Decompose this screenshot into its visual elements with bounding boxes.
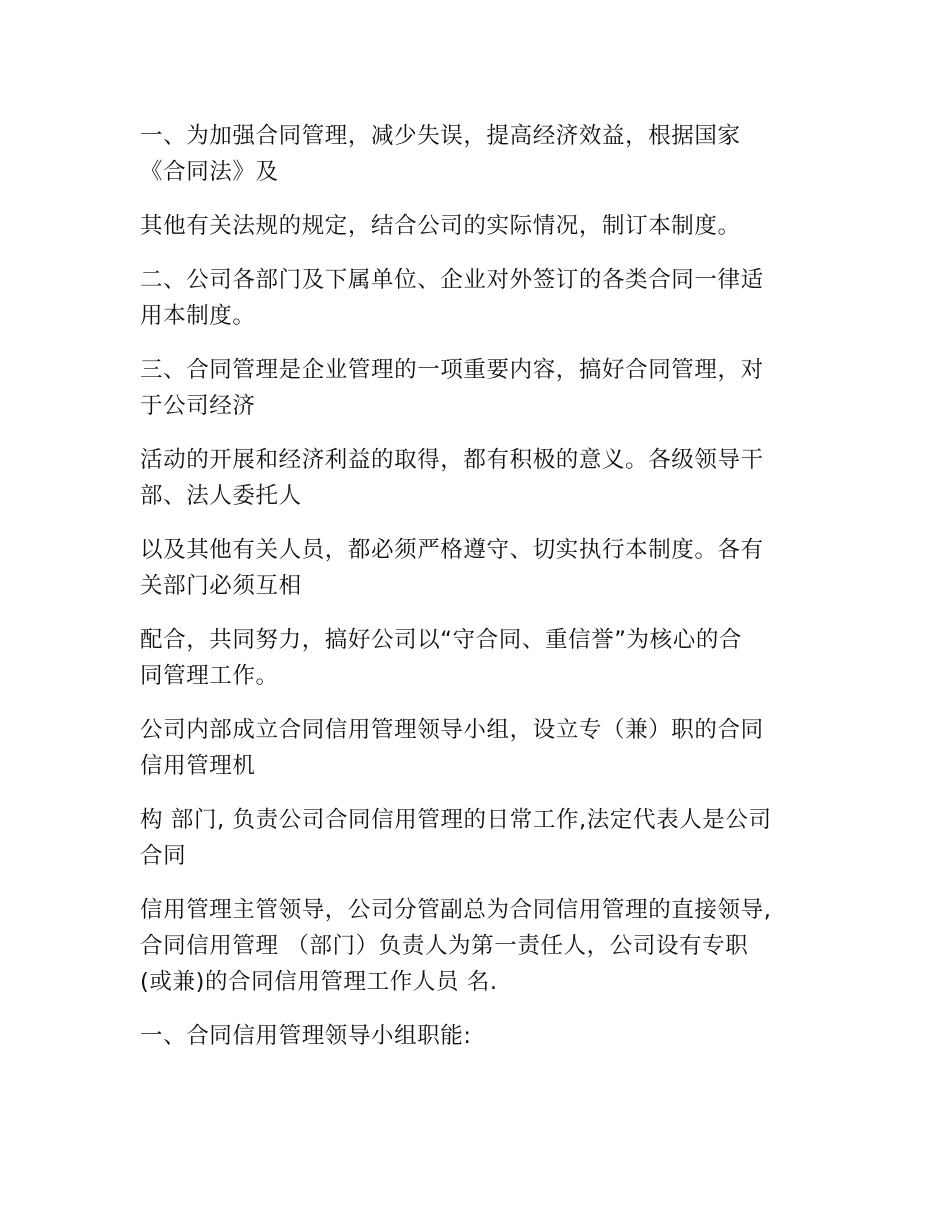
paragraph-2 [140, 208, 820, 244]
text-line: 以及其他有关人员，都必须严格遵守、切实执行本制度。各有 [140, 537, 764, 563]
text-line: 构 部门, 负责公司合同信用管理的日常工作,法定代表人是公司 [140, 807, 772, 833]
text-line: 一、合同信用管理领导小组职能: [140, 1023, 472, 1049]
text-line: 同管理工作。 [140, 663, 279, 689]
text-line: 公司内部成立合同信用管理领导小组，设立专（兼）职的合同 [140, 717, 764, 743]
text-line: 三、合同管理是企业管理的一项重要内容，搞好合同管理，对 [140, 357, 764, 383]
paragraph-6 [140, 532, 820, 604]
text-line: 于公司经济 [140, 393, 256, 419]
text-line: 信用管理主管领导，公司分管副总为合同信用管理的直接领导, [140, 897, 772, 923]
text-line: 部、法人委托人 [140, 483, 302, 509]
text-line: 其他有关法规的规定，结合公司的实际情况，制订本制度。 [140, 213, 741, 239]
paragraph-8 [140, 712, 820, 784]
paragraph-7 [140, 622, 820, 694]
text-line: 用本制度。 [140, 303, 256, 329]
text-line: 配合，共同努力，搞好公司以“守合同、重信誉”为核心的合 [140, 627, 743, 653]
text-line: 一、为加强合同管理，减少失误，提高经济效益，根据国家 [140, 123, 741, 149]
text-line: (或兼)的合同信用管理工作人员 名. [140, 969, 498, 995]
paragraph-5 [140, 442, 820, 514]
document-body [140, 118, 820, 1072]
text-line: 关部门必须互相 [140, 573, 302, 599]
text-line: 合同信用管理 （部门）负责人为第一责任人，公司设有专职 [140, 933, 749, 959]
text-line: 活动的开展和经济利益的取得，都有积极的意义。各级领导干 [140, 447, 764, 473]
text-line: 合同 [140, 843, 187, 869]
paragraph-1 [140, 118, 820, 190]
text-line: 信用管理机 [140, 753, 256, 779]
paragraph-3 [140, 262, 820, 334]
paragraph-4 [140, 352, 820, 424]
paragraph-11 [140, 1018, 820, 1054]
paragraph-9 [140, 802, 820, 874]
text-line: 二、公司各部门及下属单位、企业对外签订的各类合同一律适 [140, 267, 764, 293]
text-line: 《合同法》及 [140, 159, 279, 185]
paragraph-10 [140, 892, 820, 1000]
